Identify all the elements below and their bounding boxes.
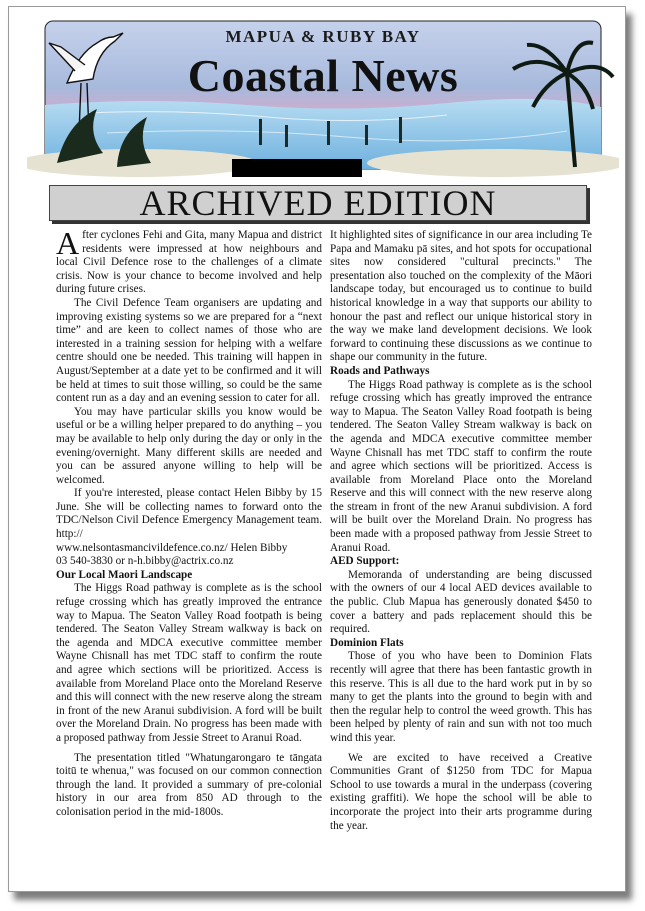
section-heading-dominion-flats: Dominion Flats (330, 636, 404, 649)
newsletter-page (8, 6, 626, 892)
article-paragraph: Those of you who have been to Dominion Flats recently will agree that there has been fantastic growth in this reserve. This is all due to the hard work put in by so many to get the plants into the ground to begin with and then the regular help to control the weed growth. This has been helped by plenty of rain and sun with not too much wind this year. (330, 650, 592, 744)
article-paragraph: The presentation titled "Whatungarongaro te tāngata toitū te whenua," was focused on our common connection through the land. It provided a summary of pre-colonial history in our area from 850 AD through to the colonisation period in the mid-1800s. (56, 751, 322, 818)
right-column (330, 229, 592, 833)
article-paragraph: The Civil Defence Team organisers are updating and improving existing systems so we are prepared for a “next time” and are keen to collect names of those who are interested in a training session for helping with a welfare centre should one be needed. This training will happen in August/September at a date yet to be confirmed and it will be held at times to suit those willing, so could be the same content run as a day and an evening session to cater for all. (56, 296, 322, 405)
article-paragraph: You may have particular skills you know would be useful or be a willing helper prepared to do anything – you may be available to help only during the day or only in the evening/overnight. Many different skills are needed and you can be assured anyone willing to help will be welcomed. (56, 405, 322, 486)
left-column (56, 225, 322, 820)
article-paragraph: The Higgs Road pathway is complete as is the school refuge crossing which has greatly improved the entrance way to Mapua. The Seaton Valley Road footpath is being tendered. The Seaton Valley Stream walkway is back on the agenda and MDCA executive committee member Wayne Chisnall has met TDC staff to confirm the route and agree which sections will be prioritized. Access is available from Moreland Place onto the Moreland Reserve and this will connect with the new reserve along the stream in front of the new Aranui subdivision. A ford will be built over the Moreland Drain. No progress has been made with a proposed pathway from Jessie Street to Aranui Road. (56, 582, 322, 744)
article-paragraph: fter cyclones Fehi and Gita, many Mapua and district residents were impressed at how neighbours and local Civil Defence rose to the challenges of a climate crisis. Now is your chance to become involved and help during future crises. (56, 229, 322, 296)
section-heading-maori-landscape: Our Local Maori Landscape (56, 568, 193, 581)
article-paragraph: If you're interested, please contact Helen Bibby by 15 June. She will be collecting names to forward onto the TDC/Nelson Civil Defence Emergency Management team. http:// (56, 487, 322, 541)
article-paragraph: It highlighted sites of significance in our area including Te Papa and Mamaku pā sites, and hot spots for occupational sites now considered "cultural precincts." The presentation also touched on the complexity of the Māori landscape today, but encouraged us to continue to build historical knowledge in a way that supports our ability to honour the past and reflect our unique historical story in the way we make land development decisions. We look forward to continuing these discussions as we continue to shape our community in the future. (330, 229, 592, 364)
contact-link[interactable]: www.nelsontasmancivildefence.co.nz/ Helen Bibby (56, 541, 288, 554)
article-paragraph: The Higgs Road pathway is complete as is the school refuge crossing which has greatly improved the entrance way to Mapua. The Seaton Valley Road footpath is being tendered. The Seaton Valley Stream walkway is back on the agenda and MDCA executive committee member Wayne Chisnall has met TDC staff to confirm the route and agree which sections will be prioritized. Access is available from Moreland Place onto the Moreland Reserve and this will connect with the new reserve along the stream in front of the new Aranui subdivision. A ford will be built over the Moreland Drain. No progress has been made with a proposed pathway from Jessie Street to Aranui Road. (330, 378, 592, 554)
section-heading-roads: Roads and Pathways (330, 364, 430, 377)
contact-details: 03 540-3830 or n-h.bibby@actrix.co.nz (56, 555, 234, 568)
article-paragraph: Memoranda of understanding are being discussed with the owners of our 4 local AED devices available to the public. Club Mapua has generously donated $450 to cover a battery and pads replacement should this be required. (330, 568, 592, 636)
masthead-subtitle: MAPUA & RUBY BAY (225, 27, 421, 46)
section-heading-aed: AED Support: (330, 555, 400, 568)
article-paragraph: We are excited to have received a Creative Communities Grant of $1250 from TDC for Mapua School to use towards a mural in the underpass (covering existing graffiti). We hope the school will be able to incorporate the project into their arts programme during the year. (330, 751, 592, 832)
masthead-title: Coastal News (187, 50, 459, 101)
masthead (27, 13, 619, 179)
archived-edition-banner: ARCHIVED EDITION (49, 185, 587, 221)
drop-cap: A (56, 225, 80, 261)
redaction-box (232, 159, 362, 177)
